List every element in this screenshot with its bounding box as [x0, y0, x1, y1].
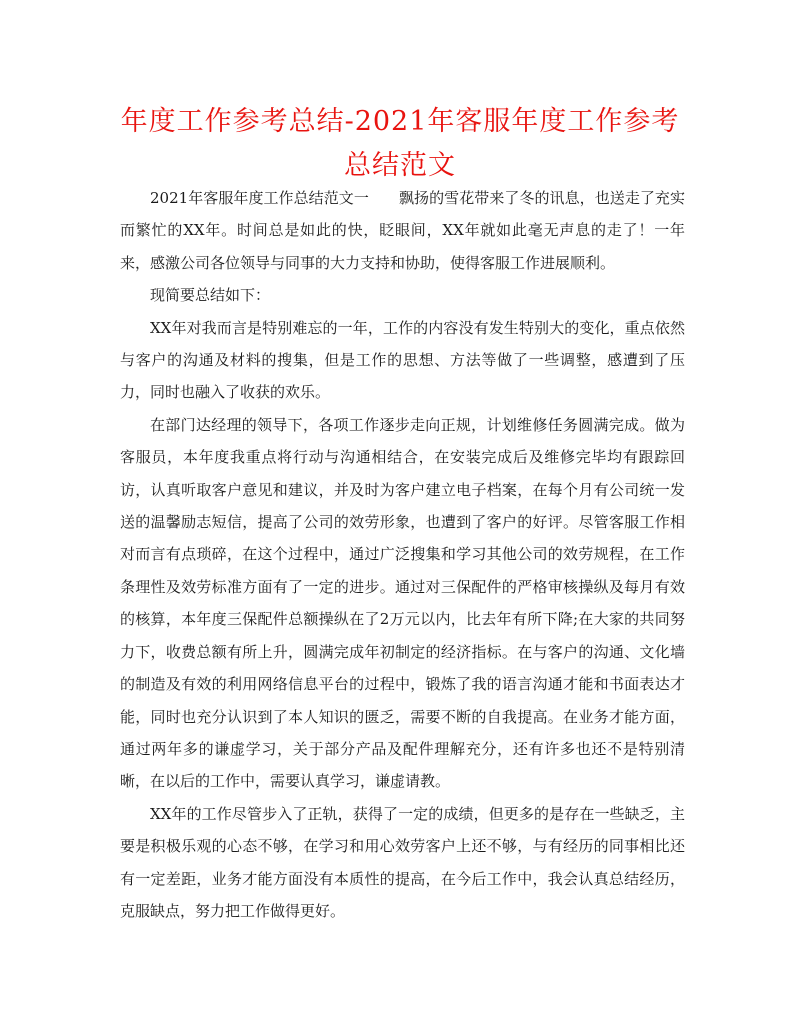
- paragraph-5: XX年的工作尽管步入了正轨，获得了一定的成绩，但更多的是存在一些缺乏，主要是积极乐观的心态不够，在学习和用心效劳客户上还不够，与有经历的同事相比还有一定差距，业务才能方面没有本质性的提高，在今后工作中，我会认真总结经历，克服缺点，努力把工作做得更好。: [120, 804, 685, 920]
- paragraph-3: XX年对我而言是特别难忘的一年，工作的内容没有发生特别大的变化，重点依然与客户的沟通及材料的搜集，但是工作的思想、方法等做了一些调整，感遭到了压力，同时也融入了收获的欢乐。: [120, 318, 685, 402]
- document-body: [120, 182, 685, 927]
- document-title: 年度工作参考总结-2021年客服年度工作参考总结范文: [120, 106, 680, 181]
- paragraph-2: 现简要总结如下：: [150, 286, 271, 305]
- paragraph-1: 2021年客服年度工作总结范文一 飘扬的雪花带来了冬的讯息，也送走了充实而繁忙的XX年。时间总是如此的快，眨眼间，XX年就如此毫无声息的走了！一年来，感激公司各位领导与同事的大力支持和协助，使得客服工作进展顺利。: [120, 189, 685, 272]
- paragraph-4: 在部门达经理的领导下，各项工作逐步走向正规，计划维修任务圆满完成。做为客服员，本年度我重点将行动与沟通相结合，在安装完成后及维修完毕均有跟踪回访，认真听取客户意见和建议，并及时为客户建立电子档案，在每个月有公司统一发送的温馨励志短信，提高了公司的效劳形象，也遭到了客户的好评。尽管客服工作相对而言有点琐碎，在这个过程中，通过广泛搜集和学习其他公司的效劳规程，在工作条理性及效劳标准方面有了一定的进步。通过对三保配件的严格审核操纵及每月有效的核算，本年度三保配件总额操纵在了2万元以内，比去年有所下降;在大家的共同努力下，收费总额有所上升，圆满完成年初制定的经济指标。在与客户的沟通、文化墙的制造及有效的利用网络信息平台的过程中，锻炼了我的语言沟通才能和书面表达才能，同时也充分认识到了本人知识的匮乏，需要不断的自我提高。在业务才能方面，通过两年多的谦虚学习，关于部分产品及配件理解充分，还有许多也还不是特别清晰，在以后的工作中，需要认真学习，谦虚请教。: [120, 415, 685, 791]
